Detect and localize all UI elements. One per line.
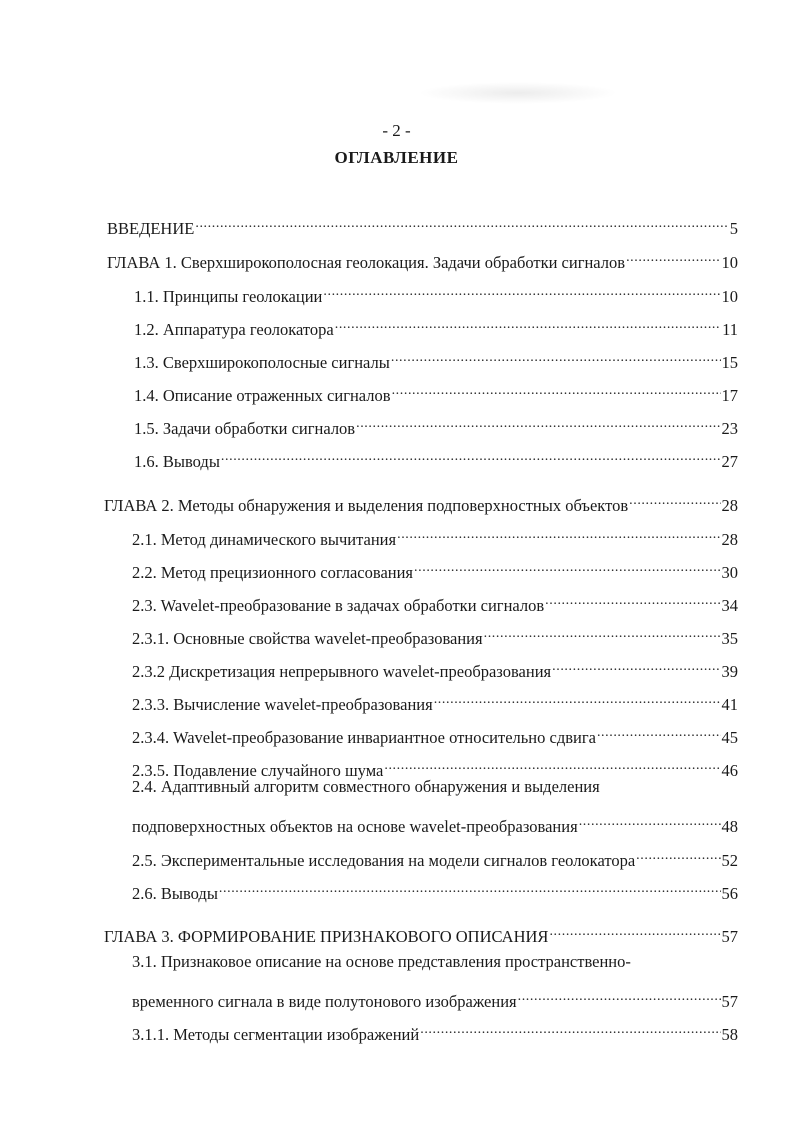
toc-entry-label: 1.5. Задачи обработки сигналов [134, 419, 356, 438]
leader-dots [219, 875, 721, 899]
toc-entry-2-3-3[interactable] [132, 686, 738, 714]
page-number: - 2 - [382, 121, 411, 140]
toc-entry-label: 2.1. Метод динамического вычитания [132, 530, 397, 549]
toc-entry-page: 35 [721, 629, 738, 648]
toc-entry-2-4[interactable] [132, 808, 738, 836]
toc-entry-page: 30 [721, 563, 738, 582]
toc-entry-page: 58 [721, 1025, 738, 1044]
toc-entry-label: 2.3.3. Вычисление wavelet-преобразования [132, 695, 433, 714]
toc-entry-label: временного сигнала в виде полутонового изображения [132, 992, 517, 1011]
leader-dots [518, 983, 721, 1007]
toc-entry-1-6[interactable] [134, 443, 738, 471]
toc-entry-page: 57 [721, 992, 738, 1011]
toc-entry-page: 48 [721, 817, 738, 836]
toc-entry-chapter-3[interactable] [104, 918, 738, 946]
toc-entry-page: 17 [721, 386, 738, 405]
toc-entry-2-2[interactable] [132, 554, 738, 582]
toc-entry-page: 57 [721, 927, 738, 946]
toc-entry-label: 1.6. Выводы [134, 452, 220, 471]
toc-entry-label: 1.1. Принципы геолокации [134, 287, 323, 306]
toc-entry-1-3[interactable] [134, 344, 738, 372]
leader-dots [392, 377, 721, 401]
toc-entry-page: 23 [721, 419, 738, 438]
page-title: ОГЛАВЛЕНИЕ [334, 148, 459, 167]
toc-entry-page: 45 [721, 728, 738, 747]
toc-entry-page: 5 [729, 219, 738, 238]
leader-dots [356, 410, 720, 434]
toc-entry-2-3-5[interactable] [132, 752, 738, 780]
toc-entry-page: 56 [721, 884, 738, 903]
leader-dots [597, 719, 721, 743]
toc-entry-page: 27 [721, 452, 738, 471]
leader-dots [391, 344, 721, 368]
toc-entry-page: 28 [721, 530, 738, 549]
toc-entry-label: подповерхностных объектов на основе wavelet-преобразования [132, 817, 578, 836]
toc-entry-page: 52 [721, 851, 738, 870]
toc-entry-label: 2.3.4. Wavelet-преобразование инвариантное относительно сдвига [132, 728, 596, 747]
leader-dots [420, 1016, 720, 1040]
toc-entry-label: ГЛАВА 2. Методы обнаружения и выделения подповерхностных объектов [104, 496, 629, 515]
toc-entry-page: 34 [721, 596, 738, 615]
toc-entry-2-4-line1[interactable]: 2.4. Адаптивный алгоритм совместного обнаружения и выделения [132, 777, 600, 796]
toc-entry-label: ВВЕДЕНИЕ [107, 219, 195, 238]
leader-dots [579, 808, 721, 832]
leader-dots [221, 443, 721, 467]
toc-entry-label: 3.1.1. Методы сегментации изображений [132, 1025, 420, 1044]
leader-dots [549, 918, 720, 942]
toc-entry-label: 2.3. Wavelet-преобразование в задачах обработки сигналов [132, 596, 545, 615]
toc-entry-chapter-2[interactable] [104, 487, 738, 515]
toc-entry-page: 10 [721, 253, 738, 272]
leader-dots [626, 244, 720, 268]
toc-entry-label: 2.6. Выводы [132, 884, 218, 903]
leader-dots [545, 587, 720, 611]
toc-entry-page: 39 [721, 662, 738, 681]
toc-entry-2-5[interactable] [132, 842, 738, 870]
leader-dots [434, 686, 721, 710]
leader-dots [323, 278, 720, 302]
toc-entry-page: 46 [721, 761, 738, 780]
toc-entry-1-2[interactable] [134, 311, 738, 339]
toc-entry-label: ГЛАВА 1. Сверхширокополосная геолокация. Задачи обработки сигналов [107, 253, 626, 272]
toc-entry-3-1[interactable] [132, 983, 738, 1011]
toc-entry-2-1[interactable] [132, 521, 738, 549]
toc-entry-intro[interactable] [107, 210, 738, 238]
leader-dots [636, 842, 720, 866]
toc-entry-label: 2.3.1. Основные свойства wavelet-преобразования [132, 629, 483, 648]
toc-entry-label: 2.5. Экспериментальные исследования на модели сигналов геолокатора [132, 851, 636, 870]
toc-entry-1-4[interactable] [134, 377, 738, 405]
toc-entry-3-1-1[interactable] [132, 1016, 738, 1044]
leader-dots [195, 210, 728, 234]
toc-entry-1-1[interactable] [134, 278, 738, 306]
toc-entry-2-3-2[interactable] [132, 653, 738, 681]
toc-entry-2-3[interactable] [132, 587, 738, 615]
toc-entry-2-3-4[interactable] [132, 719, 738, 747]
leader-dots [552, 653, 720, 677]
toc-entry-label: 1.2. Аппаратура геолокатора [134, 320, 334, 339]
toc-entry-1-5[interactable] [134, 410, 738, 438]
leader-dots [335, 311, 721, 335]
toc-entry-page: 41 [721, 695, 738, 714]
leader-dots [414, 554, 720, 578]
toc-entry-label: 1.4. Описание отраженных сигналов [134, 386, 391, 405]
leader-dots [397, 521, 720, 545]
toc-entry-label: 1.3. Сверхширокополосные сигналы [134, 353, 390, 372]
toc-entry-page: 28 [721, 496, 738, 515]
leader-dots [484, 620, 721, 644]
toc-entry-2-6[interactable] [132, 875, 738, 903]
toc-entry-chapter-1[interactable] [107, 244, 738, 272]
toc-entry-label: 2.2. Метод прецизионного согласования [132, 563, 414, 582]
toc-entry-label: 2.3.5. Подавление случайного шума [132, 761, 384, 780]
toc-entry-2-3-1[interactable] [132, 620, 738, 648]
toc-entry-page: 10 [721, 287, 738, 306]
toc-entry-label: ГЛАВА 3. ФОРМИРОВАНИЕ ПРИЗНАКОВОГО ОПИСАНИЯ [104, 927, 549, 946]
toc-entry-label: 2.3.2 Дискретизация непрерывного wavelet-преобразования [132, 662, 552, 681]
leader-dots [629, 487, 720, 511]
toc-entry-3-1-line1[interactable]: 3.1. Признаковое описание на основе представления пространственно- [132, 952, 631, 971]
toc-entry-page: 15 [721, 353, 738, 372]
toc-entry-page: 11 [722, 320, 738, 339]
leader-dots [384, 752, 720, 776]
scan-artifact [418, 82, 618, 104]
